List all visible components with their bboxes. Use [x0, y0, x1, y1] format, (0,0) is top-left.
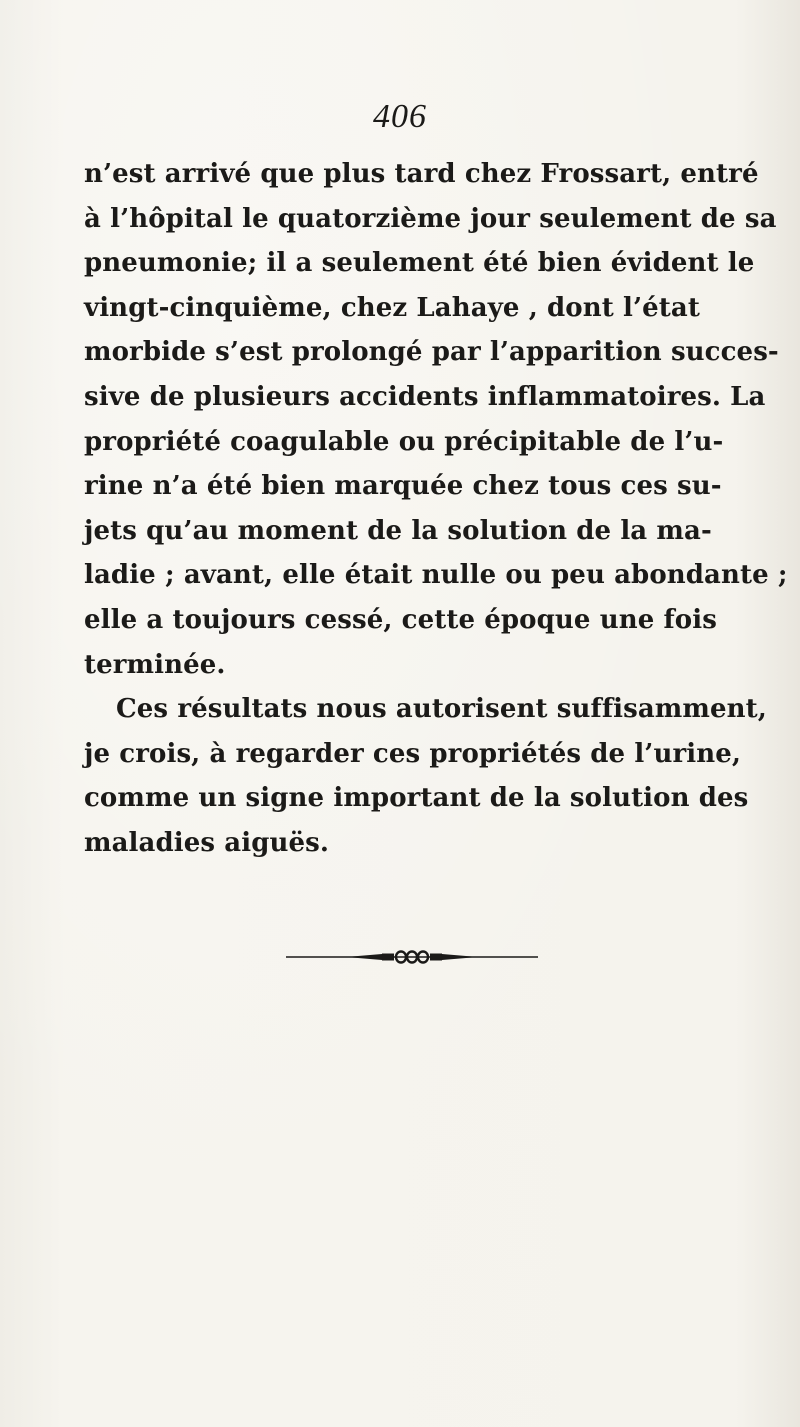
text-line: jets qu’au moment de la solution de la ma- — [84, 515, 712, 546]
text-line: ladie ; avant, elle était nulle ou peu abondante ; — [84, 560, 788, 591]
page-number: 406 — [373, 98, 427, 135]
text-line: propriété coagulable ou précipitable de l’u- — [84, 426, 724, 457]
text-line: rine n’a été bien marquée chez tous ces su- — [84, 471, 722, 502]
text-line: elle a toujours cessé, cette époque une fois — [84, 604, 717, 635]
text-line: morbide s’est prolongé par l’apparition succes- — [84, 337, 779, 368]
body-text — [84, 152, 788, 866]
text-line: vingt-cinquième, chez Lahaye , dont l’état — [84, 292, 700, 323]
paragraph-start-line: Ces résultats nous autorisent suffisamment, — [116, 694, 767, 725]
text-line: sive de plusieurs accidents inflammatoires. La — [84, 381, 766, 412]
ornament-rule-icon — [286, 949, 538, 965]
text-line: pneumonie; il a seulement été bien évident le — [84, 248, 755, 279]
text-line: à l’hôpital le quatorzième jour seulement de sa — [84, 203, 777, 234]
text-line: comme un signe important de la solution des — [84, 783, 749, 814]
text-line: maladies aiguës. — [84, 827, 330, 858]
text-line: je crois, à regarder ces propriétés de l’urine, — [84, 738, 742, 769]
text-line: terminée. — [84, 649, 226, 680]
text-line: n’est arrivé que plus tard chez Frossart, entré — [84, 159, 759, 189]
